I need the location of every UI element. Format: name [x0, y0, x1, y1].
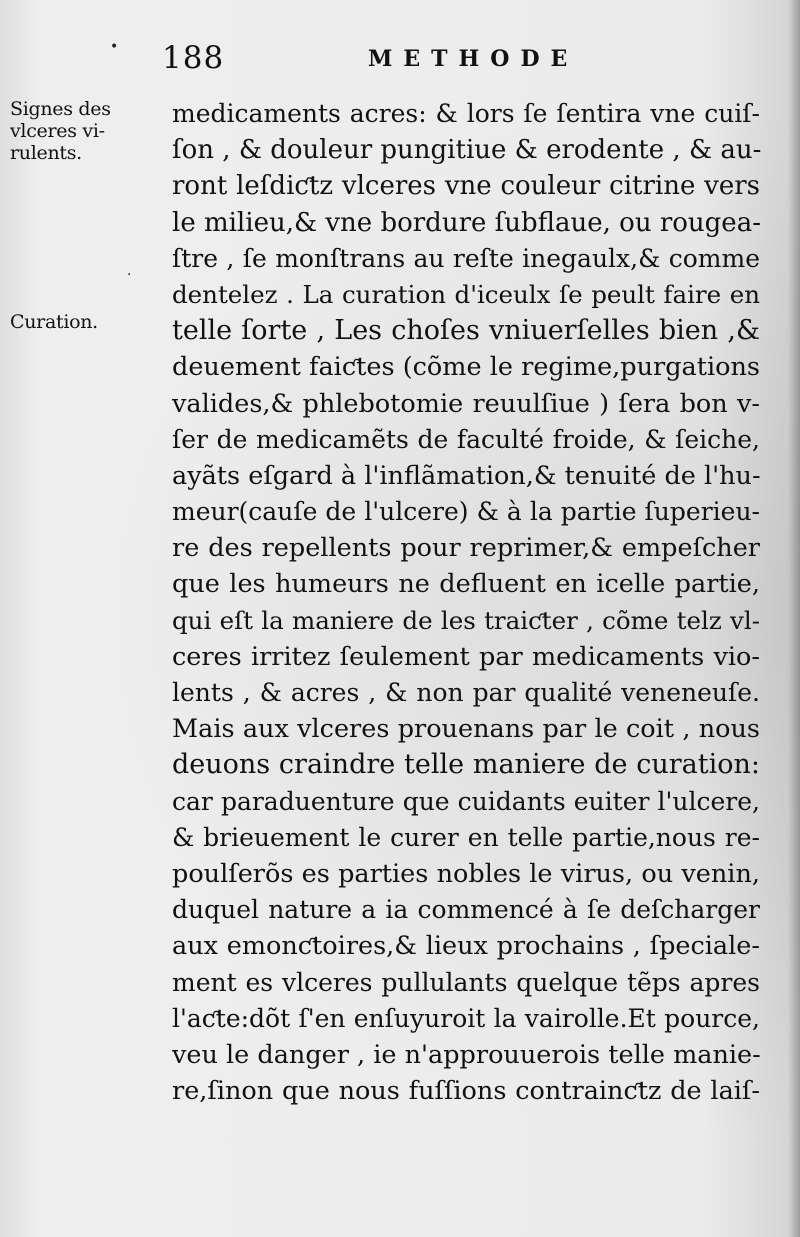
- margin-note-curation: [10, 311, 98, 333]
- text-line: re des repellents pour reprimer,& empeſcher: [172, 533, 760, 564]
- text-line: telle ſorte , Les choſes vniuerſelles bien ,&: [172, 315, 760, 347]
- margin-note-line: vlceres vi-: [10, 120, 105, 142]
- text-line: ceres irritez ſeulement par medicaments vio-: [172, 641, 760, 672]
- text-line: lents , & acres , & non par qualité veneneuſe.: [172, 678, 760, 707]
- text-line: aux emonƈtoires,& lieux prochains , ſpeciale-: [172, 931, 760, 962]
- text-line: l'aƈte:dõt ſ'en enſuyuroit la vairolle.Et pource,: [172, 1003, 760, 1033]
- text-line: & brieuement le curer en telle partie,nous re-: [172, 822, 760, 852]
- text-line: ment es vlceres pullulants quelque tẽps apres: [172, 967, 760, 997]
- running-title: METHODE: [368, 46, 579, 72]
- ink-speck: ·: [127, 267, 132, 283]
- margin-note-line: Signes des: [10, 98, 111, 120]
- text-line: meur(cauſe de l'ulcere) & à la partie ſuperieu-: [172, 497, 760, 527]
- page-edge-shadow: [788, 0, 800, 1237]
- page-number: 188: [162, 40, 225, 76]
- text-line: re,ſinon que nous fuſſions contrainƈtz de laiſ-: [172, 1076, 760, 1107]
- text-line: duquel nature a ia commencé à ſe deſcharger: [172, 895, 760, 925]
- ink-speck: •: [110, 39, 119, 55]
- text-line: Mais aux vlceres prouenans par le coit , nous: [172, 714, 760, 745]
- text-line: deuement faiƈtes (cõme le regime,purgations: [172, 352, 760, 383]
- body-text: [172, 96, 760, 1109]
- text-line: deuons craindre telle maniere de curation:: [172, 749, 760, 781]
- margin-note-line: Curation.: [10, 311, 98, 333]
- text-line: qui eſt la maniere de les traiƈter , cõme telz vl-: [172, 605, 760, 635]
- text-line: dentelez . La curation d'iceulx ſe peult faire en: [172, 279, 760, 309]
- text-line: car paraduenture que cuidants euiter l'ulcere,: [172, 786, 760, 816]
- margin-note-line: rulents.: [10, 142, 82, 164]
- text-line: ſtre , ſe monſtrans au reſte inegaulx,& comme: [172, 243, 760, 273]
- text-line: le milieu,& vne bordure ſubflaue, ou rougea-: [172, 207, 761, 238]
- text-line: ayãts eſgard à l'inflãmation,& tenuité de l'hu-: [172, 460, 761, 491]
- text-line: veu le danger , ie n'approuuerois telle manie-: [172, 1039, 761, 1070]
- text-line: que les humeurs ne defluent en icelle partie,: [172, 569, 760, 600]
- running-head: [0, 38, 800, 78]
- margin-note-signes: [10, 98, 111, 164]
- text-line: ront leſdiƈtz vlceres vne couleur citrine vers: [172, 171, 760, 202]
- text-line: medicaments acres: & lors ſe ſentira vne cuiſ-: [172, 99, 760, 128]
- text-line: valides,& phlebotomie reuulſiue ) ſera bon v-: [172, 388, 760, 419]
- text-line: poulſerõs es parties nobles le virus, ou venin,: [172, 858, 760, 889]
- text-line: ſer de medicamẽts de faculté froide, & ſeiche,: [172, 424, 760, 454]
- text-line: ſon , & douleur pungitiue & erodente , & au-: [172, 135, 762, 166]
